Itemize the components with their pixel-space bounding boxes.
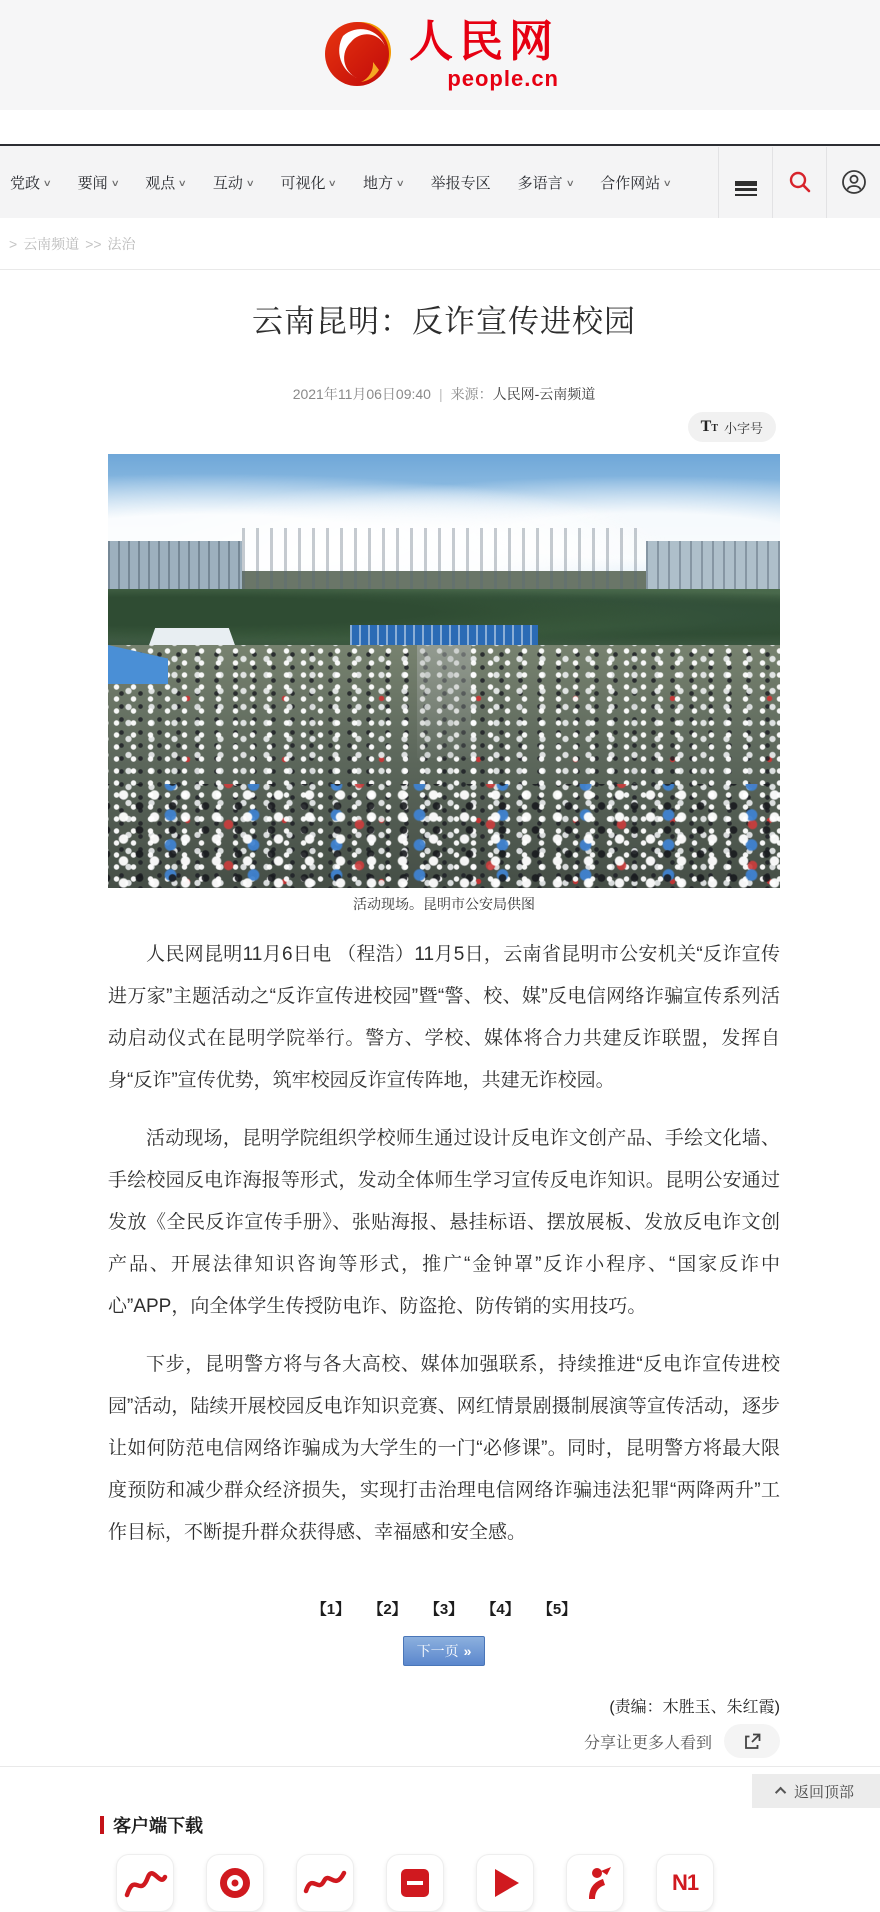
nav-item-visualization[interactable]: 可视化 ∨ bbox=[280, 174, 338, 192]
article-photo bbox=[108, 454, 780, 888]
hamburger-menu-icon[interactable] bbox=[719, 146, 772, 218]
section-divider bbox=[0, 1766, 880, 1767]
cursive-logo-icon[interactable] bbox=[296, 1854, 354, 1912]
next-page-row bbox=[108, 1636, 780, 1666]
paragraph: 下步，昆明警方将与各大高校、媒体加强联系，持续推进“反电诈宣传进校园”活动，陆续开展校园反电诈知识竞赛、网红情景剧摄制展演等宣传活动，逐步让如何防范电信网络诈骗成为大学生的一门“必修课”。同时，昆明警方将最大限度预防和减少群众经济损失，实现打击治理电信网络诈骗违法犯罪“两降两升”工作目标，不断提升群众获得感、幸福感和安全感。 bbox=[108, 1354, 780, 1543]
red-square-app-icon[interactable] bbox=[386, 1854, 444, 1912]
breadcrumb-separator: >> bbox=[85, 235, 102, 252]
nav-item-partner-sites[interactable]: 合作网站 ∨ bbox=[600, 174, 673, 192]
chevron-down-icon: ∨ bbox=[565, 177, 575, 188]
page-link-2[interactable]: 【2】 bbox=[368, 1601, 407, 1618]
user-account-icon[interactable] bbox=[827, 146, 880, 218]
red-play-app-icon[interactable] bbox=[476, 1854, 534, 1912]
nav-item-party-gov[interactable]: 党政 ∨ bbox=[10, 174, 52, 192]
breadcrumb-channel-link[interactable]: 云南频道 bbox=[23, 235, 80, 252]
next-page-button[interactable]: 下一页 » bbox=[403, 1636, 486, 1666]
app-icon-row bbox=[116, 1854, 714, 1912]
nav-controls bbox=[718, 146, 880, 218]
font-size-button[interactable] bbox=[688, 412, 776, 442]
chevron-up-icon bbox=[775, 1787, 786, 1798]
page-link-5[interactable]: 【5】 bbox=[537, 1601, 577, 1618]
page-title: 云南昆明：反诈宣传进校园 bbox=[252, 304, 636, 339]
nav-item-top-news[interactable]: 要闻 ∨ bbox=[77, 174, 120, 192]
breadcrumb-section-link[interactable]: 法治 bbox=[107, 235, 136, 252]
search-icon[interactable] bbox=[773, 146, 826, 218]
chevron-down-icon: ∨ bbox=[662, 177, 673, 188]
nav-item-local[interactable]: 地方 ∨ bbox=[363, 174, 405, 192]
chevron-down-icon: ∨ bbox=[395, 177, 405, 188]
article-body bbox=[108, 934, 780, 1594]
script-logo-icon[interactable] bbox=[116, 1854, 174, 1912]
chevron-down-icon: ∨ bbox=[177, 177, 188, 188]
nav-item-report-zone[interactable]: 举报专区 bbox=[430, 174, 491, 192]
photo-caption: 活动现场。昆明市公安局供图 bbox=[353, 896, 535, 912]
nav-item-opinions[interactable]: 观点 ∨ bbox=[145, 174, 188, 192]
crowd-front-rows bbox=[108, 784, 780, 888]
source-label: 来源： bbox=[450, 386, 493, 402]
pagination bbox=[108, 1598, 780, 1619]
chevron-down-icon: ∨ bbox=[42, 177, 52, 188]
chevron-down-icon: ∨ bbox=[245, 177, 255, 188]
download-title: 客户端下载 bbox=[113, 1816, 203, 1836]
paragraph: 人民网昆明11月6日电 （程浩）11月5日，云南省昆明市公安机关“反诈宣传进万家”主题活动之“反诈宣传进校园”暨“警、校、媒”反电信网络诈骗宣传系列活动启动仪式在昆明学院举行。警方、学校、媒体将合力共建反诈联盟，发挥自身“反诈”宣传优势，筑牢校园反诈宣传阵地，共建无诈校园。 bbox=[108, 944, 780, 1091]
breadcrumb bbox=[0, 218, 880, 270]
red-accent-bar bbox=[100, 1816, 104, 1834]
share-button[interactable] bbox=[724, 1724, 780, 1758]
n1-logo-icon[interactable]: N1 bbox=[656, 1854, 714, 1912]
stage-banner bbox=[350, 625, 538, 647]
share-label: 分享让更多人看到 bbox=[583, 1734, 712, 1752]
nav-item-interaction[interactable]: 互动 ∨ bbox=[212, 174, 255, 192]
publish-date: 2021年11月06日09:40 bbox=[292, 386, 431, 402]
people-cn-logo-mark bbox=[321, 16, 397, 92]
people-cn-logo[interactable] bbox=[321, 16, 559, 92]
page-link-3[interactable]: 【3】 bbox=[424, 1601, 464, 1618]
paragraph: 活动现场，昆明学院组织学校师生通过设计反电诈文创产品、手绘文化墙、手绘校园反电诈海报等形式，发动全体师生学习宣传反电诈知识。昆明公安通过发放《全民反诈宣传手册》、张贴海报、悬挂标语、摆放展板、发放反电诈文创产品、开展法律知识咨询等形式，推广“金钟罩”反诈小程序、“国家反诈中心”APP，向全体学生传授防电诈、防盗抢、防传销的实用技巧。 bbox=[108, 1128, 780, 1317]
breadcrumb-prefix: > bbox=[9, 235, 18, 252]
share-row bbox=[108, 1724, 780, 1758]
share-icon bbox=[743, 1732, 762, 1751]
logo-domain-text: people.cn bbox=[447, 66, 559, 91]
mascot-app-icon[interactable] bbox=[566, 1854, 624, 1912]
article-meta: 2021年11月06日09:40 | 来源：人民网-云南频道 bbox=[292, 386, 596, 402]
page-link-4[interactable]: 【4】 bbox=[481, 1601, 520, 1618]
emblem-logo-icon[interactable] bbox=[206, 1854, 264, 1912]
download-section-header bbox=[100, 1812, 203, 1838]
back-to-top-button[interactable]: 返回顶部 bbox=[752, 1774, 880, 1808]
page-link-1[interactable]: 【1】 bbox=[311, 1601, 351, 1618]
font-size-icon: TT bbox=[700, 418, 718, 435]
source-link[interactable]: 人民网-云南频道 bbox=[492, 386, 596, 402]
center-aisle bbox=[417, 645, 471, 758]
editor-note: (责编：木胜玉、朱红霞) bbox=[609, 1699, 780, 1716]
nav-item-languages[interactable]: 多语言 ∨ bbox=[517, 174, 575, 192]
double-arrow-icon: » bbox=[463, 1643, 472, 1659]
chevron-down-icon: ∨ bbox=[328, 177, 338, 188]
font-size-label: 小字号 bbox=[723, 420, 763, 436]
logo-chinese-text: 人民网 bbox=[409, 17, 559, 66]
header-strip bbox=[0, 0, 880, 110]
main-navigation bbox=[0, 146, 880, 218]
chevron-down-icon: ∨ bbox=[110, 177, 120, 188]
